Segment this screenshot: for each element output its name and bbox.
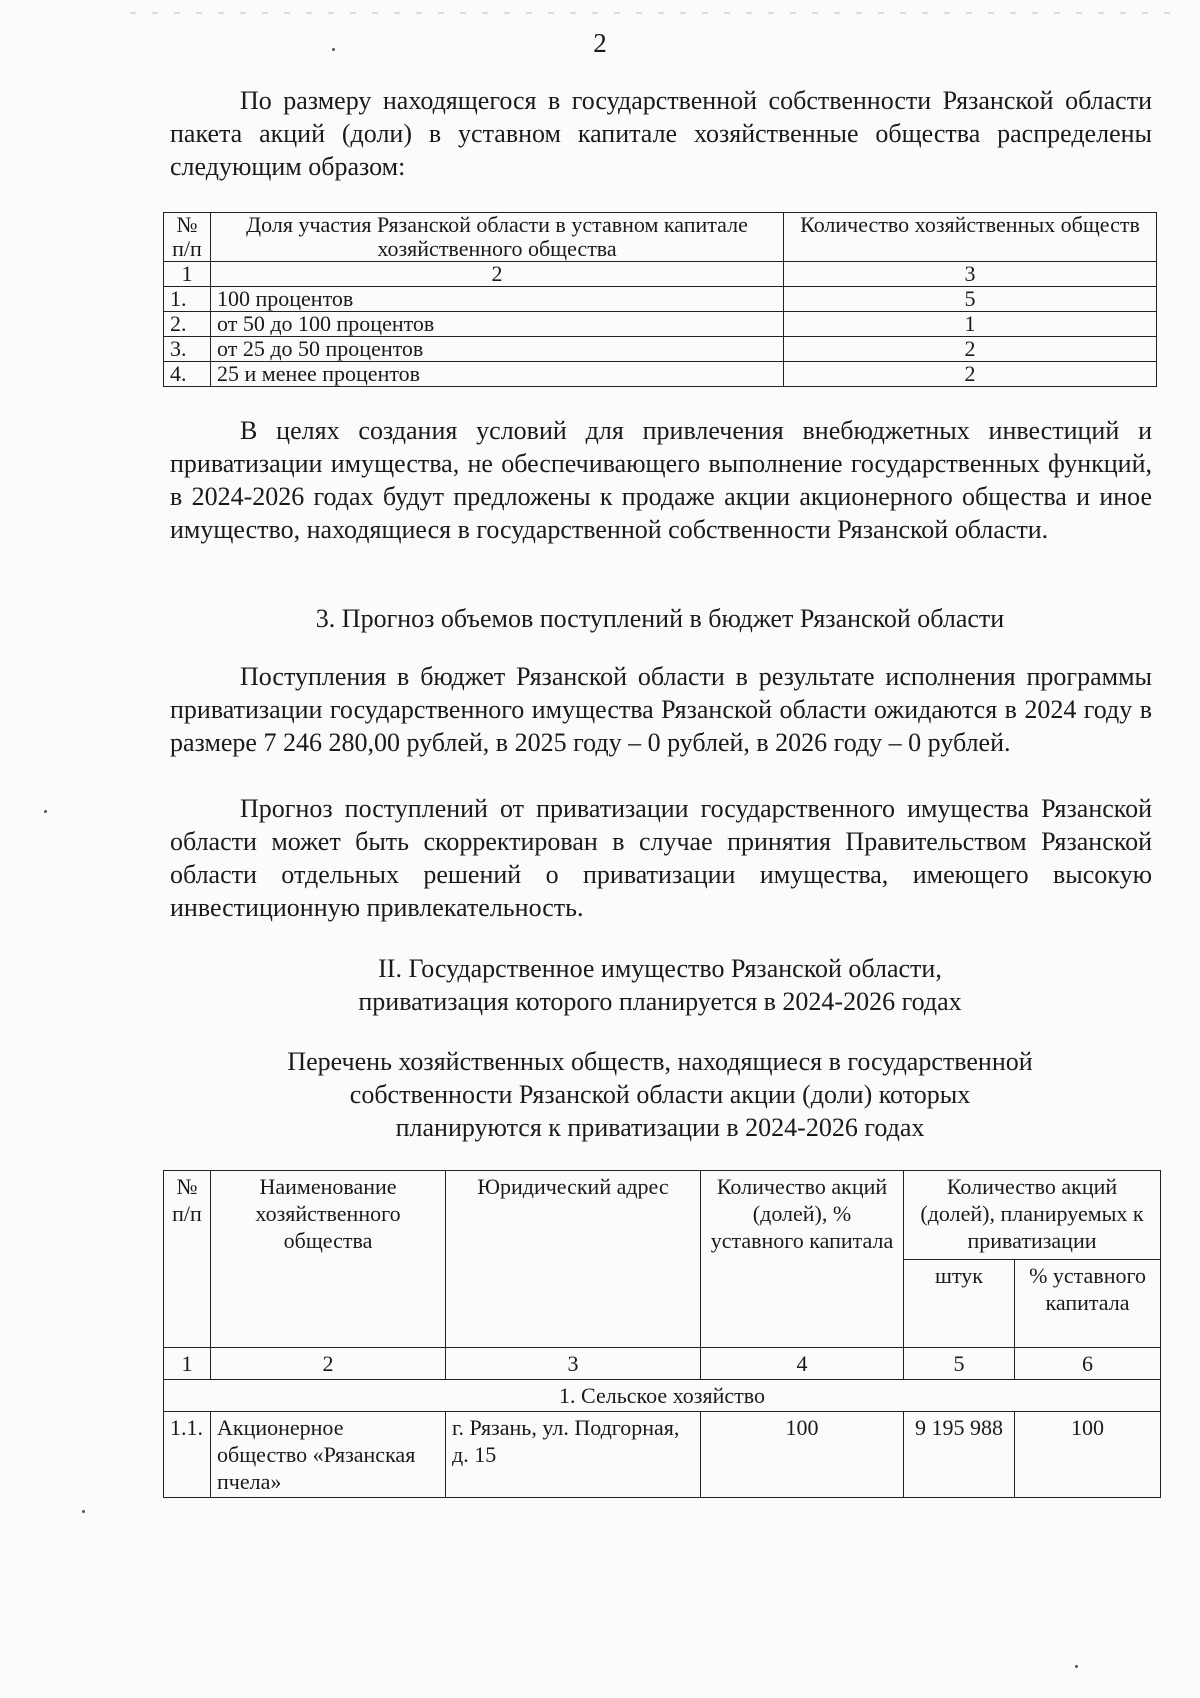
table-cell: 3 — [784, 262, 1157, 287]
header-cell: № п/п — [164, 1171, 211, 1348]
forecast-paragraph: Прогноз поступлений от приватизации государственного имущества Рязанской области может быть скорректирован в случае принятия Правительством Рязанской области отдельных решений о приватизации имущества, имеющего высокую инвестиционную привлекательность. — [170, 794, 1152, 922]
page-number: 2 — [593, 28, 607, 58]
table-cell: 2 — [784, 337, 1157, 362]
header-cell: Юридический адрес — [446, 1171, 701, 1348]
table-cell: 6 — [1015, 1348, 1161, 1380]
table-cell: 1 — [164, 262, 211, 287]
list-heading-line3: планируются к приватизации в 2024-2026 годах — [395, 1113, 925, 1142]
table-cell: от 25 до 50 процентов — [211, 337, 784, 362]
investments-paragraph: В целях создания условий для привлечения внебюджетных инвестиций и приватизации имущества, не обеспечивающего выполнение государственных функций, в 2024-2026 годах будут предложены к продаже акции акционерного общества и иное имущество, находящиеся в государственной собственности Рязанской области. — [170, 416, 1152, 544]
table-group-row — [164, 1380, 1161, 1412]
table-cell: 4. — [164, 362, 211, 387]
table-cell: 100 процентов — [211, 287, 784, 312]
section3-heading: 3. Прогноз объемов поступлений в бюджет Рязанской области — [315, 604, 1005, 633]
table-cell: 1. — [164, 287, 211, 312]
table-row — [164, 1412, 1161, 1498]
table-cell: г. Рязань, ул. Подгорная, д. 15 — [446, 1412, 701, 1498]
table-cell: 2 — [784, 362, 1157, 387]
table-cell: 5 — [904, 1348, 1015, 1380]
header-cell: Количество акций (долей), % уставного капитала — [701, 1171, 904, 1348]
share-distribution-table — [163, 212, 1157, 387]
companies-table — [163, 1170, 1161, 1498]
header-cell: Наименование хозяйственного общества — [211, 1171, 446, 1348]
scan-noise — [130, 12, 1170, 14]
header-cell: № п/п — [164, 213, 211, 262]
section2-heading-line2: приватизация которого планируется в 2024-2026 годах — [358, 987, 962, 1016]
scan-speck — [82, 1510, 85, 1513]
table-cell: 4 — [701, 1348, 904, 1380]
header-cell: Количество акций (долей), планируемых к приватизации — [904, 1171, 1161, 1260]
table-row — [164, 287, 1157, 312]
revenue-paragraph: Поступления в бюджет Рязанской области в результате исполнения программы приватизации государственного имущества Рязанской области ожидаются в 2024 году в размере 7 246 280,00 рублей, в 2025 году – 0 рублей, в 2026 году – 0 рублей. — [170, 662, 1152, 757]
table-cell: 2. — [164, 312, 211, 337]
table-cell: 100 — [701, 1412, 904, 1498]
table-row — [164, 312, 1157, 337]
table-cell: Акционерное общество «Рязанская пчела» — [211, 1412, 446, 1498]
header-cell: % уставного капитала — [1015, 1260, 1161, 1348]
table-cell: 1 — [784, 312, 1157, 337]
header-cell: Количество хозяйственных обществ — [784, 213, 1157, 262]
table-cell: 3. — [164, 337, 211, 362]
scan-speck — [332, 48, 335, 51]
table-row — [164, 1348, 1161, 1380]
header-cell: Доля участия Рязанской области в уставном капитале хозяйственного общества — [211, 213, 784, 262]
list-heading-line2: собственности Рязанской области акции (доли) которых — [349, 1080, 971, 1109]
table-header-row — [164, 213, 1157, 262]
table-header-row — [164, 1171, 1161, 1260]
table-cell: от 50 до 100 процентов — [211, 312, 784, 337]
table-cell: 1.1. — [164, 1412, 211, 1498]
table-cell: 25 и менее процентов — [211, 362, 784, 387]
table-cell: 2 — [211, 262, 784, 287]
table-row — [164, 262, 1157, 287]
header-cell: штук — [904, 1260, 1015, 1348]
table-cell: 1 — [164, 1348, 211, 1380]
table-row — [164, 337, 1157, 362]
section2-heading-line1: II. Государственное имущество Рязанской области, — [378, 954, 942, 983]
table-cell: 5 — [784, 287, 1157, 312]
table-cell: 100 — [1015, 1412, 1161, 1498]
table-cell: 9 195 988 — [904, 1412, 1015, 1498]
group-cell: 1. Сельское хозяйство — [164, 1380, 1161, 1412]
scan-speck — [44, 810, 47, 813]
table-cell: 3 — [446, 1348, 701, 1380]
list-heading-line1: Перечень хозяйственных обществ, находящиеся в государственной — [287, 1047, 1033, 1076]
table-row — [164, 362, 1157, 387]
table-cell: 2 — [211, 1348, 446, 1380]
scan-speck — [1075, 1665, 1078, 1668]
intro-paragraph: По размеру находящегося в государственной собственности Рязанской области пакета акций (доли) в уставном капитале хозяйственные общества распределены следующим образом: — [170, 86, 1152, 181]
